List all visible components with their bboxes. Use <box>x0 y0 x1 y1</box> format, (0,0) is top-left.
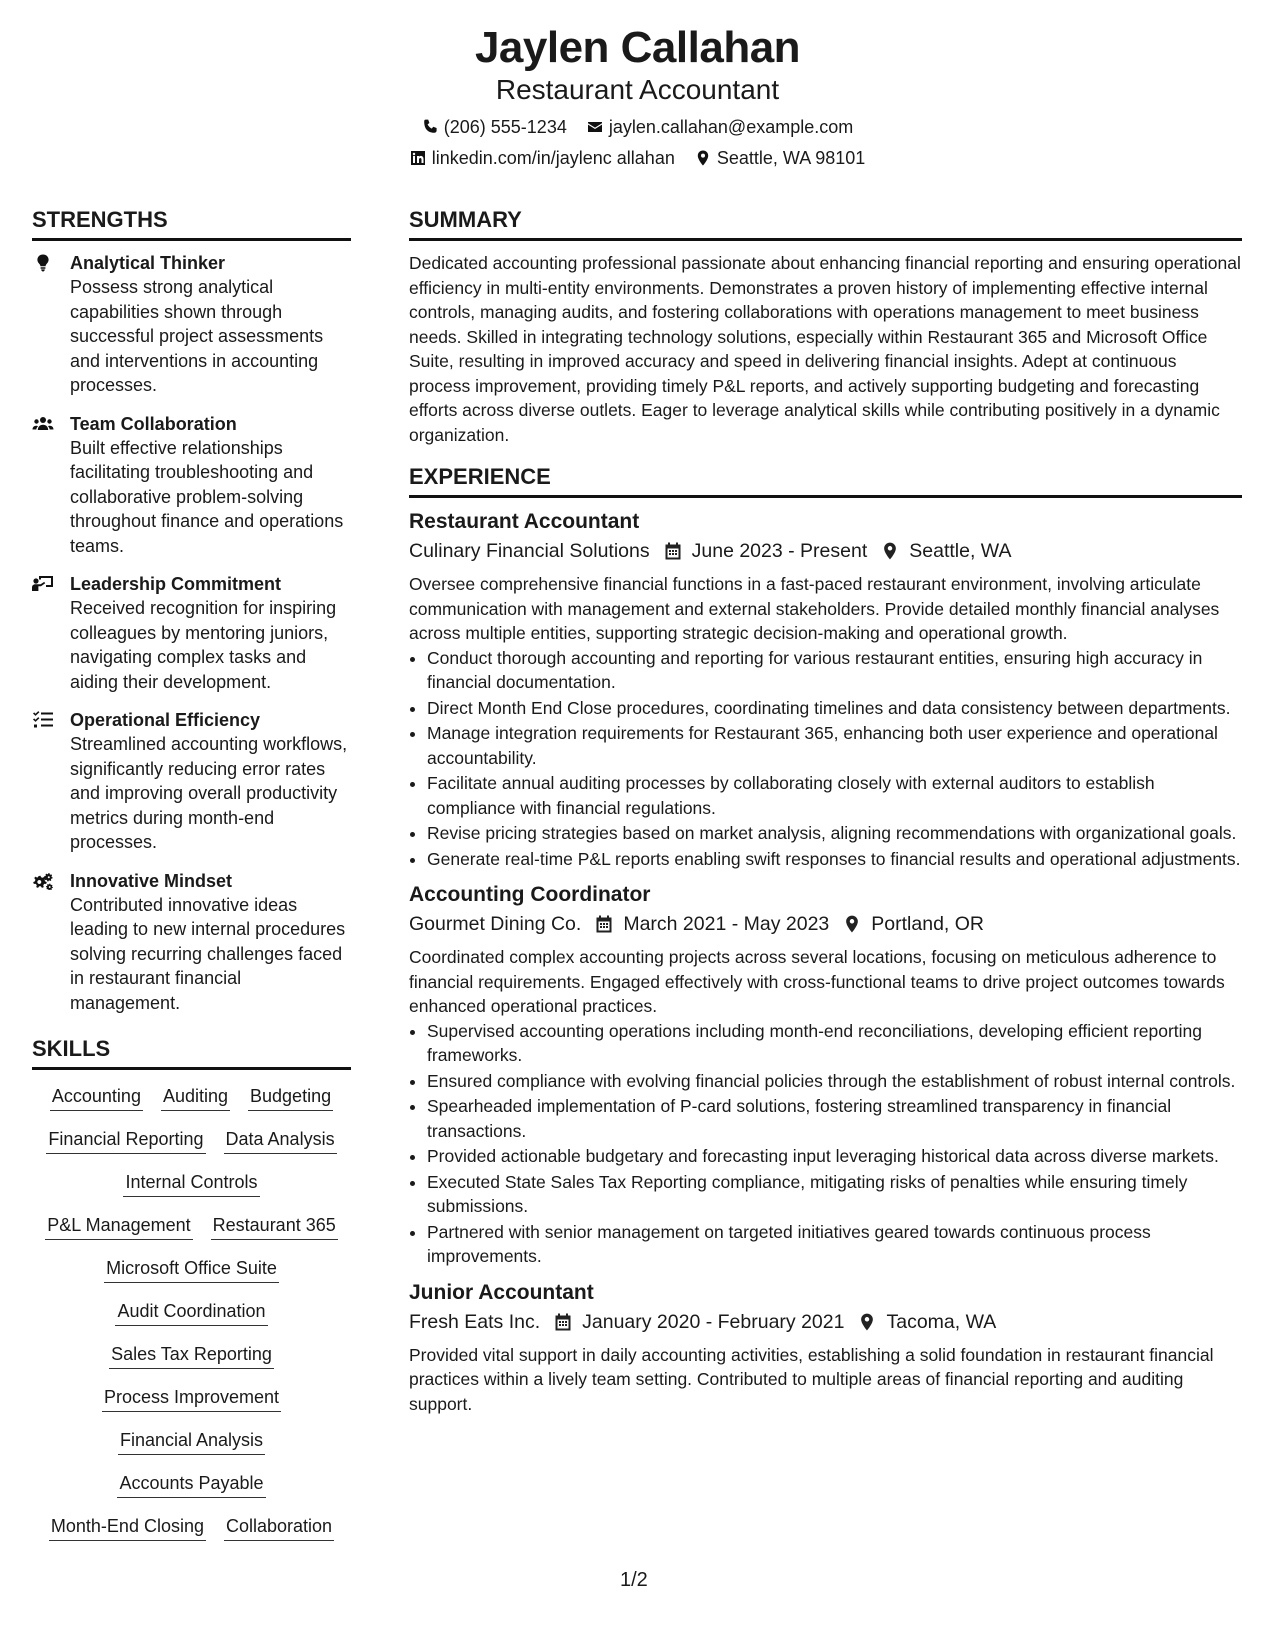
job-dates <box>554 1307 844 1337</box>
skill-tag: Internal Controls <box>123 1170 259 1197</box>
resume-header <box>0 20 1275 169</box>
phone-icon <box>422 119 438 135</box>
envelope-icon <box>587 119 603 135</box>
company-name: Fresh Eats Inc. <box>409 1310 541 1333</box>
strength-title: Team Collaboration <box>70 413 237 434</box>
job-description: Coordinated complex accounting projects across several locations, focusing on meticulous adherence to financial requirements. Engaged effectively with cross-functional teams to drive project outcomes towards enhanced operational practices. <box>409 947 1225 1016</box>
strength-item <box>32 708 351 855</box>
bullet-item: • Direct Month End Close procedures, coordinating timelines and data consistency between departments. <box>427 696 1242 721</box>
phone-contact <box>422 116 567 138</box>
job-meta <box>409 536 1242 566</box>
calendar-icon <box>595 915 613 933</box>
bullet-item: • Partnered with senior management on targeted initiatives geared towards continuous process improvements. <box>427 1220 1242 1269</box>
skill-tag: Financial Analysis <box>118 1428 265 1455</box>
gears-icon <box>32 872 54 890</box>
calendar-icon <box>554 1313 572 1331</box>
skill-row <box>32 1471 351 1498</box>
strengths-heading: STRENGTHS <box>32 206 351 241</box>
contact-row-2 <box>0 147 1275 169</box>
location-text: Tacoma, WA <box>886 1310 997 1333</box>
bullet-item: • Revise pricing strategies based on market analysis, aligning recommendations with organizational goals. <box>427 821 1242 846</box>
job-bullets <box>409 646 1242 872</box>
skill-row <box>32 1170 351 1197</box>
bullet-item: • Generate real-time P&L reports enabling swift responses to financial results and operational adjustments. <box>427 847 1242 872</box>
strength-item <box>32 572 351 694</box>
job-entry <box>409 881 1242 1269</box>
email-contact <box>587 116 853 138</box>
job-dates <box>595 909 829 939</box>
job-location <box>843 909 984 939</box>
job-company <box>409 536 650 566</box>
map-pin-icon <box>858 1313 876 1331</box>
skill-row <box>32 1256 351 1283</box>
list-check-icon <box>32 711 54 729</box>
users-icon <box>32 415 54 433</box>
location-contact <box>695 147 865 169</box>
skill-tag: Sales Tax Reporting <box>109 1342 274 1369</box>
phone-text[interactable]: (206) 555-1234 <box>443 117 567 137</box>
linkedin-icon <box>410 150 426 166</box>
strength-description: Contributed innovative ideas leading to new internal procedures solving recurring challenges faced in restaurant financial management. <box>70 894 346 1013</box>
skill-row <box>32 1127 351 1154</box>
skill-row <box>32 1342 351 1369</box>
skill-tag: Microsoft Office Suite <box>104 1256 279 1283</box>
linkedin-text[interactable]: linkedin.com/in/jaylenc allahan <box>431 148 675 168</box>
skill-tag: Auditing <box>161 1084 230 1111</box>
skill-tag: P&L Management <box>45 1213 192 1240</box>
company-name: Gourmet Dining Co. <box>409 913 582 935</box>
skill-tag: Accounts Payable <box>117 1471 265 1498</box>
job-title: Accounting Coordinator <box>409 883 651 906</box>
map-pin-icon <box>843 915 861 933</box>
experience-heading: EXPERIENCE <box>409 463 1242 498</box>
job-location <box>858 1307 996 1337</box>
job-title: Junior Accountant <box>409 1280 594 1304</box>
location-text: Seattle, WA 98101 <box>716 148 866 168</box>
summary-heading: SUMMARY <box>409 206 1242 241</box>
skill-tag: Process Improvement <box>102 1385 281 1412</box>
teacher-icon <box>32 575 54 593</box>
skill-row <box>32 1514 351 1541</box>
date-range: January 2020 - February 2021 <box>582 1310 845 1333</box>
page-number: 1/2 <box>620 1569 648 1591</box>
calendar-icon <box>664 542 682 560</box>
bullet-item: • Executed State Sales Tax Reporting compliance, mitigating risks of penalties while ensuring timely submissions. <box>427 1170 1242 1219</box>
bullet-item: • Ensured compliance with evolving financial policies through the establishment of robust internal controls. <box>427 1069 1242 1094</box>
strength-title: Innovative Mindset <box>70 870 233 891</box>
strength-description: Possess strong analytical capabilities shown through successful project assessments and interventions in accounting processes. <box>70 277 324 395</box>
job-location <box>881 536 1011 566</box>
left-column <box>32 206 351 1557</box>
map-pin-icon <box>695 150 711 166</box>
skill-row <box>32 1299 351 1326</box>
skills-heading: SKILLS <box>32 1035 351 1070</box>
linkedin-contact <box>410 147 675 169</box>
bullet-item: • Supervised accounting operations including month-end reconciliations, developing efficient reporting frameworks. <box>427 1019 1242 1068</box>
right-column <box>409 206 1242 1426</box>
strength-description: Built effective relationships facilitating troubleshooting and collaborative problem-solving throughout finance and operations teams. <box>70 437 344 556</box>
email-text[interactable]: jaylen.callahan@example.com <box>608 117 854 137</box>
skill-tag: Accounting <box>50 1084 143 1111</box>
job-title: Restaurant Accountant <box>409 510 640 533</box>
strength-item <box>32 412 351 559</box>
candidate-title: Restaurant Accountant <box>495 74 780 105</box>
location-text: Seattle, WA <box>909 540 1012 562</box>
job-meta <box>409 1307 1242 1337</box>
date-range: June 2023 - Present <box>691 540 868 562</box>
skill-row <box>32 1213 351 1240</box>
job-entry <box>409 508 1242 871</box>
strength-item <box>32 251 351 398</box>
skill-row <box>32 1428 351 1455</box>
job-company <box>409 1307 540 1337</box>
skill-tag: Collaboration <box>224 1514 334 1541</box>
skill-tag: Data Analysis <box>224 1127 337 1154</box>
skill-tag: Financial Reporting <box>46 1127 205 1154</box>
strength-description: Received recognition for inspiring colleagues by mentoring juniors, navigating complex tasks and aiding their development. <box>70 598 337 692</box>
bullet-item: • Manage integration requirements for Restaurant 365, enhancing both user experience and operational accountability. <box>427 721 1242 770</box>
bullet-item: • Conduct thorough accounting and reporting for various restaurant entities, ensuring high accuracy in financial documentation. <box>427 646 1242 695</box>
location-text: Portland, OR <box>871 913 984 935</box>
strength-title: Leadership Commitment <box>70 574 282 594</box>
job-description: Oversee comprehensive financial functions in a fast-paced restaurant environment, involving articulate communication with management and external stakeholders. Provide detailed monthly financial analyses across multiple entities, supporting strategic decision-making and operational growth. <box>409 574 1220 643</box>
bullet-item: • Spearheaded implementation of P-card solutions, fostering streamlined transparency in financial transactions. <box>427 1094 1242 1143</box>
job-entry <box>409 1279 1242 1417</box>
job-meta <box>409 909 1242 939</box>
strength-item <box>32 869 351 1016</box>
bullet-item: • Facilitate annual auditing processes by collaborating closely with external auditors to establish compliance with financial regulations. <box>427 771 1242 820</box>
lightbulb-icon <box>32 254 54 272</box>
company-name: Culinary Financial Solutions <box>409 540 650 562</box>
skill-tag: Month-End Closing <box>49 1514 206 1541</box>
skill-row <box>32 1084 351 1111</box>
job-dates <box>664 536 868 566</box>
date-range: March 2021 - May 2023 <box>623 913 830 935</box>
strength-title: Operational Efficiency <box>70 710 261 730</box>
skill-tag: Restaurant 365 <box>211 1213 338 1240</box>
skills-list <box>32 1084 351 1541</box>
strength-title: Analytical Thinker <box>70 253 226 273</box>
contact-row-1 <box>0 116 1275 138</box>
bullet-item: • Provided actionable budgetary and forecasting input leveraging historical data across diverse markets. <box>427 1144 1242 1169</box>
summary-text: Dedicated accounting professional passionate about enhancing financial reporting and ensuring operational efficiency in multi-entity environments. Demonstrates a proven history of implementing effective internal controls, managing audits, and fostering collaborations with operations management to meet business needs. Skilled in integrating technology solutions, especially within Restaurant 365 and Microsoft Office Suite, resulting in improved accuracy and speed in delivering financial insights. Adept at continuous process improvement, providing timely P&L reports, and actively supporting budgeting and forecasting efforts across diverse outlets. Eager to leverage analytical skills while contributing positively in a dynamic organization. <box>409 253 1241 445</box>
candidate-name: Jaylen Callahan <box>474 23 801 72</box>
job-company <box>409 909 581 939</box>
map-pin-icon <box>881 542 899 560</box>
strength-description: Streamlined accounting workflows, significantly reducing error rates and improving overall productivity metrics during month-end processes. <box>70 734 348 852</box>
skill-row <box>32 1385 351 1412</box>
job-description: Provided vital support in daily accounting activities, establishing a solid foundation in restaurant financial practices within a lively team setting. Contributed to multiple areas of financial reporting and auditing support. <box>409 1344 1214 1414</box>
skill-tag: Budgeting <box>248 1084 333 1111</box>
skill-tag: Audit Coordination <box>115 1299 267 1326</box>
job-bullets <box>409 1019 1242 1269</box>
